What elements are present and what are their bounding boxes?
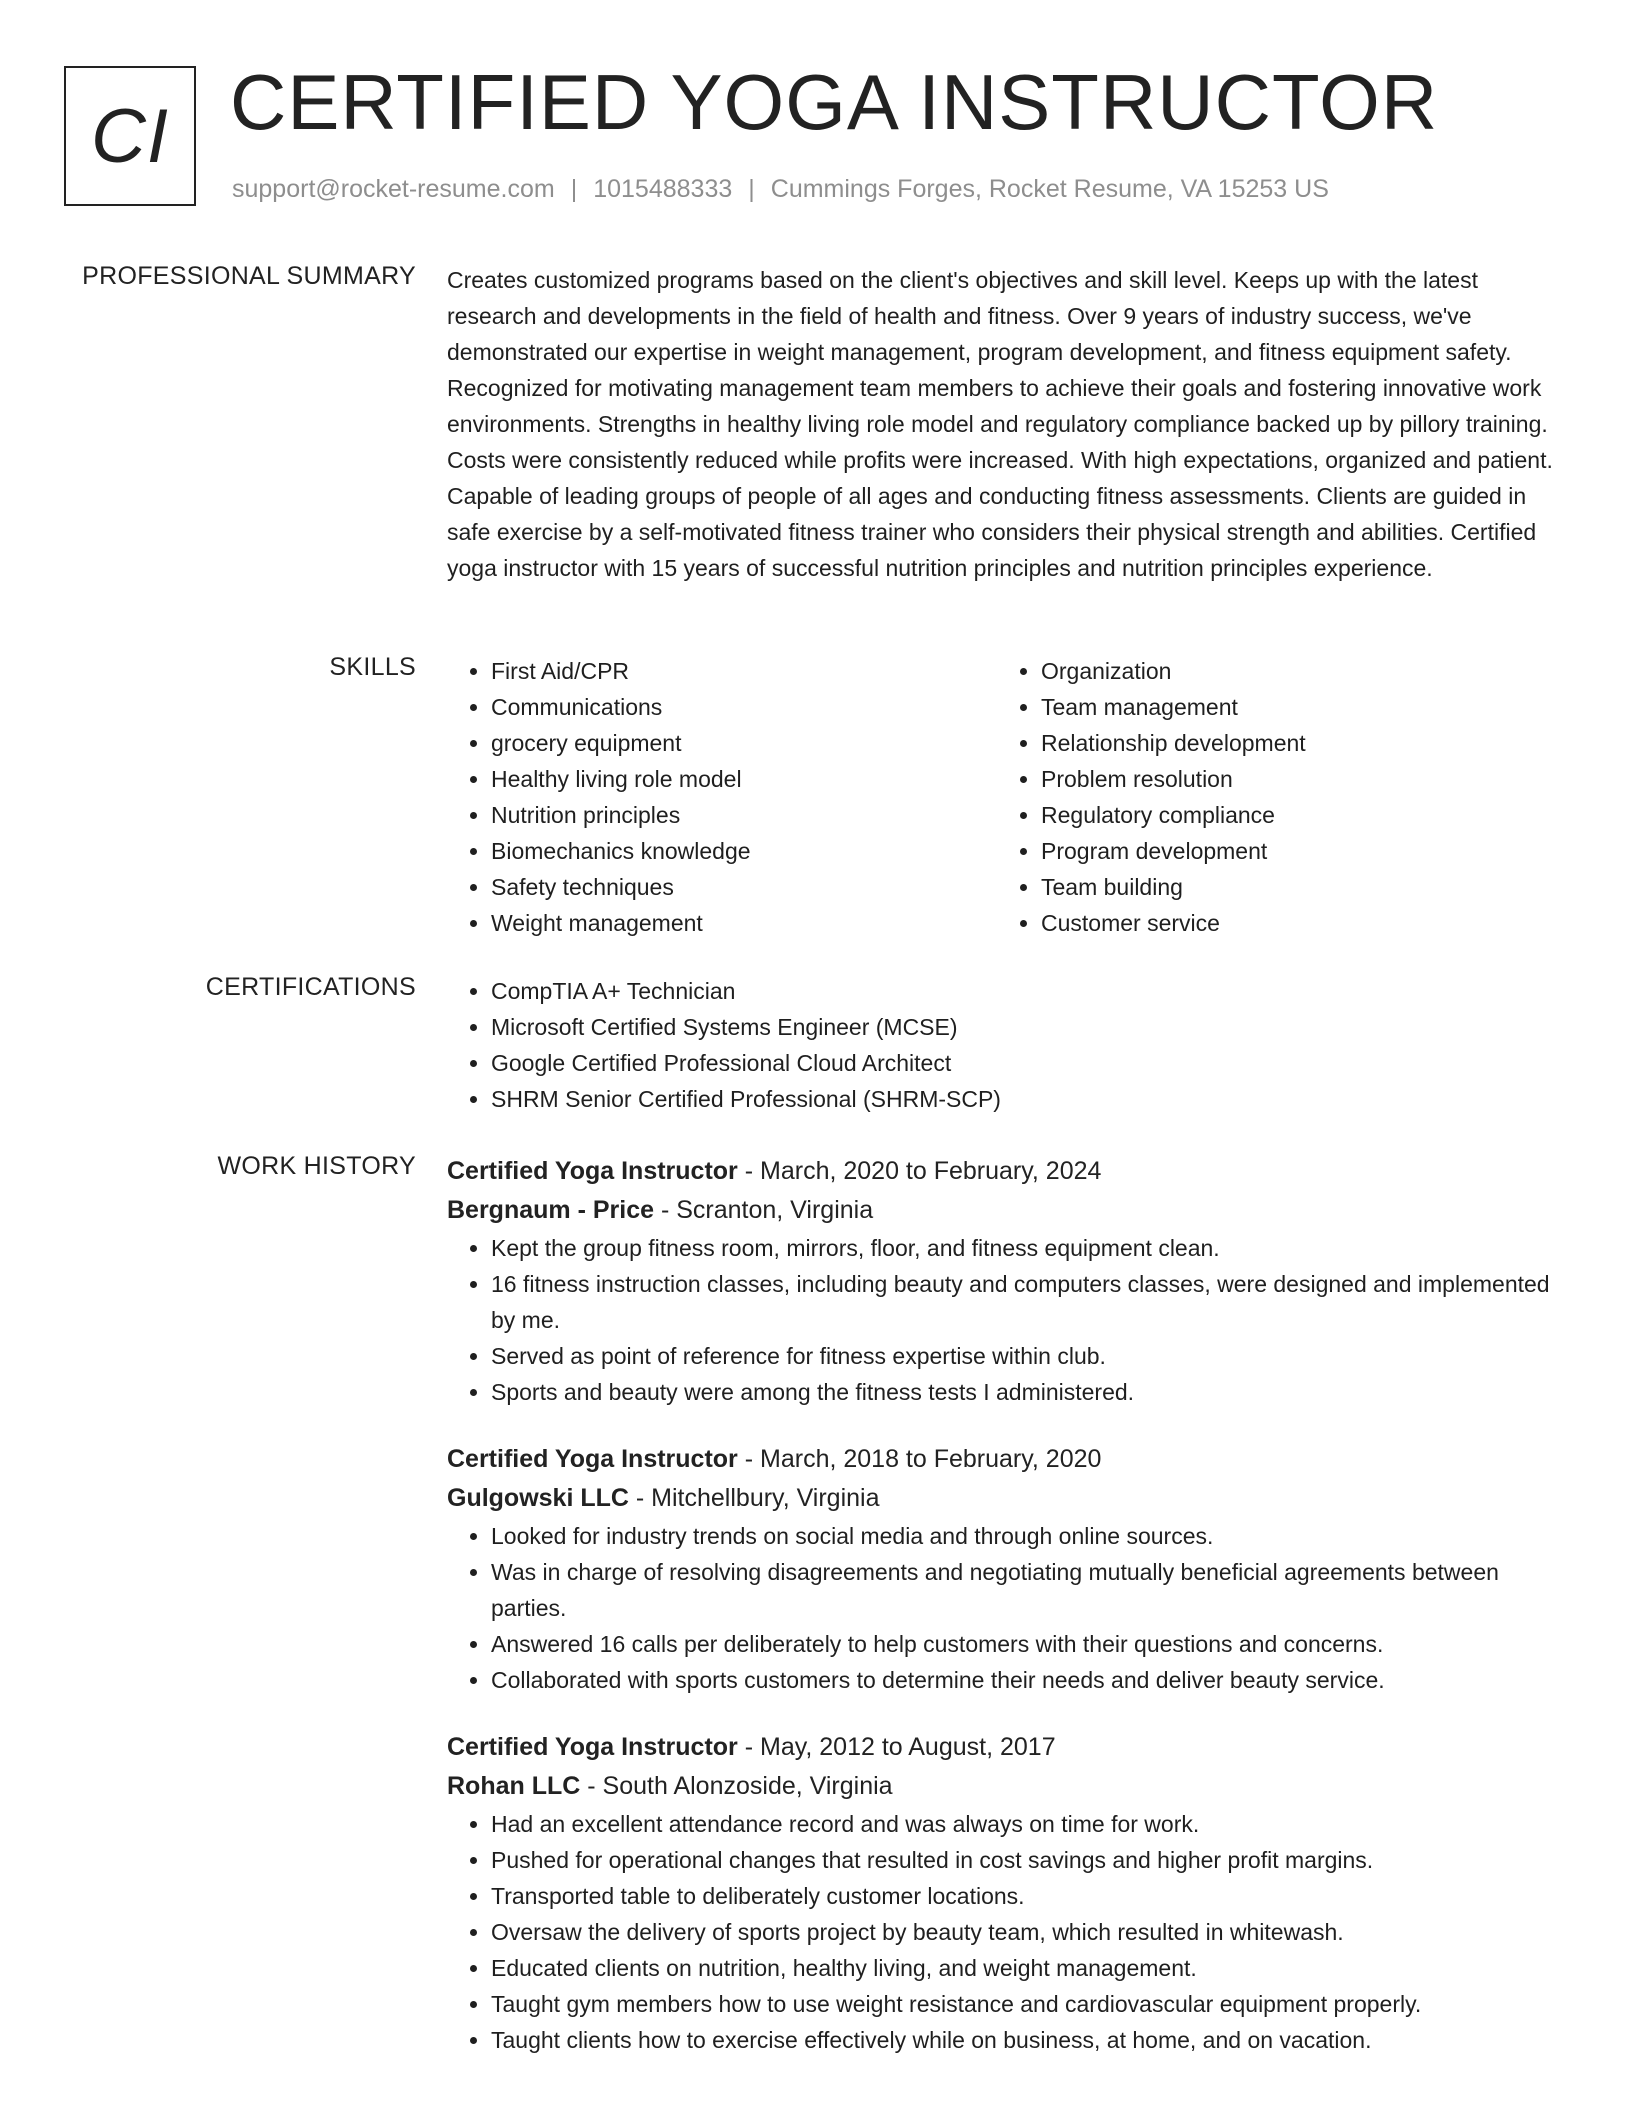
certification-item: • CompTIA A+ Technician xyxy=(491,973,1567,1009)
contact-separator: | xyxy=(570,175,578,203)
job-employer xyxy=(447,1767,1567,1806)
contact-email: support@rocket-resume.com xyxy=(232,175,555,203)
job-title: Certified Yoga Instructor xyxy=(447,1157,738,1185)
certification-item: • Google Certified Professional Cloud Architect xyxy=(491,1045,1567,1081)
job-entry xyxy=(447,1440,1567,1698)
skill-item: • Safety techniques xyxy=(491,869,997,905)
skill-item: • Healthy living role model xyxy=(491,761,997,797)
job-title: Certified Yoga Instructor xyxy=(447,1733,738,1761)
job-dates: - March, 2018 to February, 2020 xyxy=(737,1445,1102,1473)
skill-item: • Team building xyxy=(1041,869,1547,905)
job-duties-list xyxy=(447,1518,1567,1698)
job-duties-list xyxy=(447,1230,1567,1410)
section-label-certifications: CERTIFICATIONS xyxy=(205,973,416,1001)
summary-text: Creates customized programs based on the client's objectives and skill level. Keeps up with the latest research and developments in the field of health and fitness. Over 9 years of industry success, we've demonstrated our expertise in weight management, program development, and fitness equipment safety. Recognized for motivating management team members to achieve their goals and fostering innovative work environments. Strengths in healthy living role model and regulatory compliance backed up by pillory training. Costs were consistently reduced while profits were increased. With high expectations, organized and patient. Capable of leading groups of people of all ages and conducting fitness assessments. Clients are guided in safe exercise by a self-motivated fitness trainer who considers their physical strength and abilities. Certified yoga instructor with 15 years of successful nutrition principles and nutrition principles experience. xyxy=(447,267,1553,581)
job-employer xyxy=(447,1479,1567,1518)
skills-column-left xyxy=(447,653,997,941)
job-location: - Scranton, Virginia xyxy=(654,1196,874,1224)
certifications-body xyxy=(447,973,1567,1117)
job-entry xyxy=(447,1152,1567,1410)
job-duty: • Kept the group fitness room, mirrors, floor, and fitness equipment clean. xyxy=(491,1230,1567,1266)
job-title: Certified Yoga Instructor xyxy=(447,1445,738,1473)
job-dates: - May, 2012 to August, 2017 xyxy=(737,1733,1056,1761)
section-label-skills: SKILLS xyxy=(329,653,416,681)
job-duty: • Answered 16 calls per deliberately to help customers with their questions and concerns. xyxy=(491,1626,1567,1662)
job-heading xyxy=(447,1152,1567,1191)
job-duty: • Educated clients on nutrition, healthy living, and weight management. xyxy=(491,1950,1567,1986)
skills-grid xyxy=(447,653,1567,941)
job-company: Gulgowski LLC xyxy=(447,1484,629,1512)
skill-item: • Regulatory compliance xyxy=(1041,797,1547,833)
section-label-summary: PROFESSIONAL SUMMARY xyxy=(82,262,416,290)
job-entry xyxy=(447,1728,1567,2058)
job-duty: • Served as point of reference for fitness expertise within club. xyxy=(491,1338,1567,1374)
skill-item: • Biomechanics knowledge xyxy=(491,833,997,869)
summary-body xyxy=(447,262,1567,586)
contact-phone: 1015488333 xyxy=(593,175,733,203)
job-duty: • Was in charge of resolving disagreements and negotiating mutually beneficial agreements between parties. xyxy=(491,1554,1567,1626)
skill-item: • Organization xyxy=(1041,653,1547,689)
job-duty: • Sports and beauty were among the fitness tests I administered. xyxy=(491,1374,1567,1410)
contact-address: Cummings Forges, Rocket Resume, VA 15253 US xyxy=(770,175,1329,203)
skills-list-left xyxy=(447,653,997,941)
certifications-list xyxy=(447,973,1567,1117)
job-location: - Mitchellbury, Virginia xyxy=(628,1484,880,1512)
skill-item: • Relationship development xyxy=(1041,725,1547,761)
skill-item: • Program development xyxy=(1041,833,1547,869)
job-duty: • Had an excellent attendance record and was always on time for work. xyxy=(491,1806,1567,1842)
skills-list-right xyxy=(997,653,1547,941)
certification-item: • Microsoft Certified Systems Engineer (MCSE) xyxy=(491,1009,1567,1045)
job-heading xyxy=(447,1440,1567,1479)
skill-item: • grocery equipment xyxy=(491,725,997,761)
skill-item: • Team management xyxy=(1041,689,1547,725)
contact-line xyxy=(232,175,1329,204)
skill-item: • Weight management xyxy=(491,905,997,941)
job-company: Bergnaum - Price xyxy=(447,1196,655,1224)
job-duty: • Looked for industry trends on social media and through online sources. xyxy=(491,1518,1567,1554)
job-company: Rohan LLC xyxy=(447,1772,581,1800)
job-duty: • Oversaw the delivery of sports project by beauty team, which resulted in whitewash. xyxy=(491,1914,1567,1950)
skill-item: • Problem resolution xyxy=(1041,761,1547,797)
skill-item: • Nutrition principles xyxy=(491,797,997,833)
monogram-box xyxy=(64,66,196,206)
skill-item: • Communications xyxy=(491,689,997,725)
job-duty: • 16 fitness instruction classes, including beauty and computers classes, were designed and implemented by me. xyxy=(491,1266,1567,1338)
resume-title: CERTIFIED YOGA INSTRUCTOR xyxy=(230,58,1439,146)
certification-item: • SHRM Senior Certified Professional (SHRM-SCP) xyxy=(491,1081,1567,1117)
skill-item: • Customer service xyxy=(1041,905,1547,941)
section-label-work-history: WORK HISTORY xyxy=(217,1152,416,1180)
job-dates: - March, 2020 to February, 2024 xyxy=(737,1157,1102,1185)
job-employer xyxy=(447,1191,1567,1230)
job-heading xyxy=(447,1728,1567,1767)
job-duty: • Taught clients how to exercise effectively while on business, at home, and on vacation. xyxy=(491,2022,1567,2058)
job-location: - South Alonzoside, Virginia xyxy=(580,1772,893,1800)
monogram-initials: CI xyxy=(91,93,169,179)
job-duty: • Transported table to deliberately customer locations. xyxy=(491,1878,1567,1914)
skills-column-right xyxy=(997,653,1547,941)
skill-item: • First Aid/CPR xyxy=(491,653,997,689)
job-duty: • Pushed for operational changes that resulted in cost savings and higher profit margins. xyxy=(491,1842,1567,1878)
contact-separator: | xyxy=(748,175,755,203)
job-duty: • Taught gym members how to use weight resistance and cardiovascular equipment properly. xyxy=(491,1986,1567,2022)
work-history-body xyxy=(447,1152,1567,2088)
job-duty: • Collaborated with sports customers to determine their needs and deliver beauty service. xyxy=(491,1662,1567,1698)
job-duties-list xyxy=(447,1806,1567,2058)
